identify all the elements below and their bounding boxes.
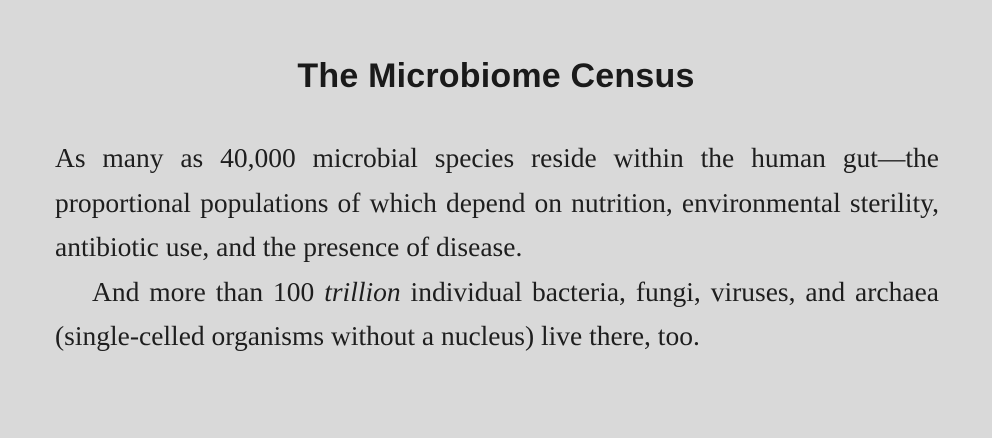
paragraph-1: As many as 40,000 microbial species reside within the human gut—the proportional populations of which depend on nutrition, environmental sterility, antibiotic use, and the presence of disease. bbox=[55, 142, 939, 262]
body-text bbox=[55, 136, 939, 359]
document-title: The Microbiome Census bbox=[297, 57, 695, 95]
paragraph-2-lead: And more than 100 bbox=[92, 275, 325, 307]
paragraph-2 bbox=[55, 270, 939, 359]
paragraph-2-rest: individual bacteria, fungi, viruses, and archaea (single-celled organisms without a nucleus) live there, too. bbox=[55, 275, 939, 351]
paragraph-2-emphasis: trillion bbox=[324, 275, 401, 307]
